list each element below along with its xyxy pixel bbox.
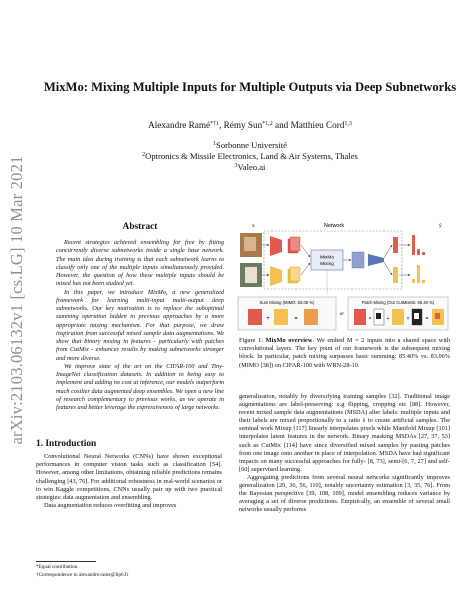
affiliation: $^2$Optronics & Missile Electronics, Land & Air Systems, Thales	[142, 151, 358, 161]
abstract-heading: Abstract	[122, 222, 158, 232]
author-list	[40, 120, 460, 130]
input-label: x	[252, 223, 255, 229]
svg-text:Mixing: Mixing	[320, 262, 334, 267]
svg-text:=: =	[294, 316, 298, 322]
footnote-rule	[36, 561, 96, 562]
head-red	[393, 237, 398, 253]
introduction-body	[36, 453, 222, 510]
svg-text:+: +	[386, 316, 390, 322]
body-paragraph: generalization, notably by diversifying training samples [32]. Traditional image augmentations are label-preserving: e.g flipping, cropping etc [88]. However, recent mixed sample data augmentations (MSDA) alter labels: multiple inputs and their labels are mixed proportionally to a ratio λ to create artificial samples. The seminal work Mixup [117] linearly interpolates pixels while Manifold Mixup [101] interpolates latent features in the network. Binary masking MSDAs [27, 37, 53] such as CutMix [114] have since diversified mixed samples by pasting patches from one image onto another in place of interpolation. MSDA have had significant impacts on many successful approaches for fully- [8, 73], semi-[6, 7, 27] and self-[60] supervised learning.	[239, 393, 450, 473]
core-network	[352, 252, 364, 268]
body-paragraph: Aggregating predictions from several neural networks significantly improves generalization [20, 36, 56, 110], notably uncertainty estimation [3, 35, 76]. From the Bayesian perspective [39, 108, 109], model ensembling reduces variance by averaging a set of diverse predictions. Empirically, an ensemble of several small networks usually performs	[239, 473, 450, 514]
svg-text:+: +	[266, 316, 270, 322]
author-name: and Matthieu Cord	[272, 120, 345, 130]
output-label: ŷ	[439, 223, 442, 229]
right-column-body	[239, 393, 450, 514]
abstract-paragraph: We improve state of the art on the CIFAR-100 and Tiny-ImageNet classification datasets. In addition to being easy to implement and adding no cost at inference, our models outperform much costlier data augmented deep ensembles. We open a new line of research complementary to previous works, as we operate in features and better leverage the expressiveness of large networks.	[56, 362, 224, 411]
body-paragraph: Data augmentation reduces overfitting and improves	[44, 502, 177, 510]
author-mark: 1,3	[344, 121, 352, 127]
paper-title: MixMo: Mixing Multiple Inputs for Multiple Outputs via Deep Subnetworks	[43, 80, 457, 94]
affiliation: $^3$Valeo.ai	[234, 162, 266, 172]
abstract-paragraph: In this paper, we introduce MixMo, a new generalized framework for learning multi-input multi-output deep subnetworks. Our key motivation is to replace the suboptimal summing operation hidden in previous approaches by a more appropriate mixing mechanism. For that purpose, we draw inspiration from successful mixed sample data augmentations. We show that binary mixing in features - particularly with patches from CutMix - enhances results by making subnetworks stronger and more diverse.	[56, 288, 224, 362]
encoder-red	[270, 236, 282, 256]
sum-mixing-label: Sum Mixing (MIMO: 83.06 %)	[259, 300, 315, 305]
mixmo-overview-figure	[236, 219, 450, 332]
abstract-body	[56, 239, 224, 412]
network-label: Network	[323, 223, 345, 229]
svg-text:=: =	[425, 316, 429, 322]
figure-diagram	[236, 219, 450, 332]
patch-mixing-label: Patch Mixing (Our CutMixMo: 85.40 %)	[361, 300, 435, 305]
author-name: Alexandre Ramé	[148, 120, 211, 130]
arxiv-identifier: arXiv:2103.06132v1 [cs.LG] 10 Mar 2021	[7, 155, 26, 445]
or-label: or	[339, 312, 345, 317]
author-name: , Rémy Sun	[219, 120, 263, 130]
svg-text:×: ×	[368, 316, 372, 322]
abstract-paragraph: Recent strategies achieved ensembling for free by fitting concurrently diverse subnetworks inside a single base network. The main idea during training is that each subnetwork learns to classify only one of the multiple inputs simultaneously provided. However, the question of how these multiple inputs should be mixed has not been studied yet.	[56, 239, 224, 288]
footnote: *Equal contribution.	[36, 564, 79, 570]
head-yellow	[393, 267, 398, 283]
body-paragraph: Convolutional Neural Networks (CNNs) have shown exceptional performances in computer vision tasks such as classification [54]. However, among other limitations, obtaining reliable predictions remains challenging [43, 76]. For additional robustness in real-world scenarios or to win Kaggle competitions, CNNs usually pair up with two practical strategies: data augmentation and ensembling.	[36, 453, 222, 502]
author-mark: *†1	[210, 121, 220, 127]
encoder-yellow	[270, 266, 282, 286]
figure-caption: Figure 1: MixMo overview. We embed M = 2 inputs into a shared space with convolutional layers. The key point of our framework is the subsequent mixing block. In particular, patch mixing surpasses basic summing: 85.40% vs. 83.06% (MIMO [38]) on CIFAR-100 with WRN-28-10.	[239, 337, 450, 369]
author-mark: *1,2	[262, 121, 273, 127]
section-heading-introduction: 1. Introduction	[36, 439, 97, 449]
footnotes	[36, 564, 128, 579]
svg-text:MixMo: MixMo	[319, 255, 335, 261]
footnote: †Correspondence to alexandre.rame@lip6.fr	[36, 571, 129, 578]
svg-text:×: ×	[406, 316, 410, 322]
affiliation: $^1$Sorbonne Université	[213, 140, 287, 150]
